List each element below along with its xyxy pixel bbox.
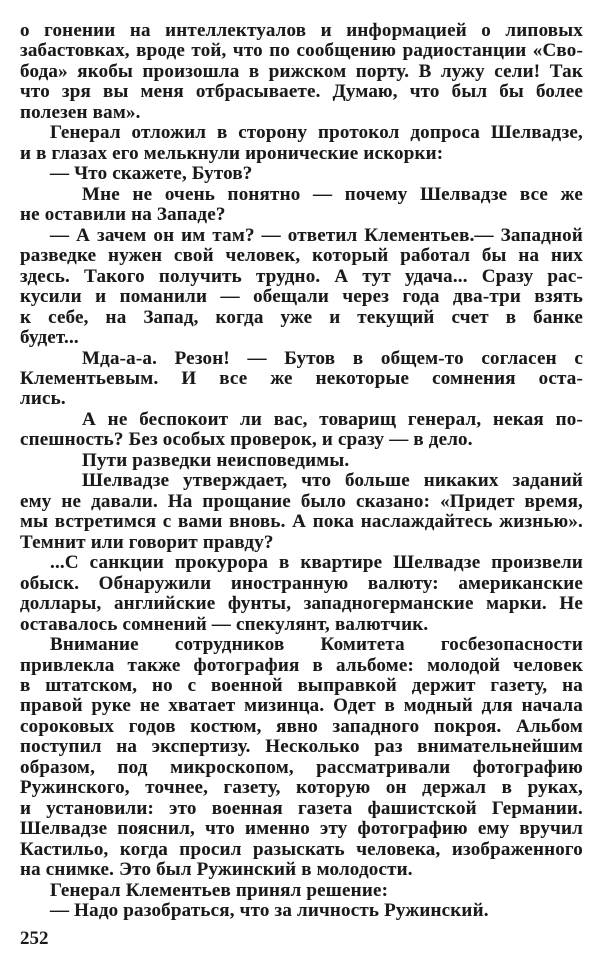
text-line: — Что скажете, Бутов? xyxy=(50,163,253,185)
text-line: поступил на экспертизу. Несколько раз внимательнейшим xyxy=(20,736,583,758)
text-line: к себе, на Запад, когда уже и текущий счет в банке xyxy=(20,306,583,328)
text-line: полезен вам». xyxy=(20,101,141,123)
text-line: кусили и поманили — обещали через года два-три взять xyxy=(20,286,583,308)
text-line: оставалось сомнений — спекулянт, валютчик. xyxy=(20,613,429,635)
text-line: здесь. Такого получить трудно. А тут удача... Сразу рас- xyxy=(20,265,583,287)
text-line: забастовках, вроде той, что по сообщению радиостанции «Сво- xyxy=(20,40,583,62)
text-line: бода» якобы произошла в рижском порту. В лужу сели! Так xyxy=(20,60,583,82)
text-line: А не беспокоит ли вас, товарищ генерал, некая по- xyxy=(82,408,583,430)
text-line: Клементьевым. И все же некоторые сомнения оста- xyxy=(20,367,583,389)
text-line: Генерал Клементьев принял решение: xyxy=(50,879,389,901)
text-line: лись. xyxy=(20,388,66,410)
text-line: правой руке не хватает мизинца. Одет в модный для начала xyxy=(20,695,583,717)
text-line: ему не давали. На прощание было сказано: «Придет время, xyxy=(20,490,583,512)
text-line: Шелвадзе пояснил, что именно эту фотографию ему вручил xyxy=(20,818,583,840)
text-line: — А зачем он им там? — ответил Клементьев.— Западной xyxy=(50,224,583,246)
text-line: спешность? Без особых проверок, и сразу — в дело. xyxy=(20,429,473,451)
text-line: в штатском, но с военной выправкой держит газету, на xyxy=(20,675,583,696)
text-line: Шелвадзе утверждает, что больше никаких заданий xyxy=(82,470,583,492)
text-line: Мне не очень понятно — почему Шелвадзе все же xyxy=(82,183,583,205)
page-number: 252 xyxy=(20,928,49,949)
text-line: будет... xyxy=(20,327,79,349)
text-line: привлекла также фотография в альбоме: молодой человек xyxy=(20,654,583,676)
text-line: сороковых годов костюм, явно западного покроя. Альбом xyxy=(20,715,583,737)
text-line: образом, под микроскопом, рассматривали фотографию xyxy=(20,756,583,778)
text-line: не оставили на Западе? xyxy=(20,204,226,226)
text-line: Ружинского, точнее, газету, которую он держал в руках, xyxy=(20,777,583,799)
page-body xyxy=(20,21,583,922)
text-line: и установили: это военная газета фашистской Германии. xyxy=(20,797,583,819)
text-line: на снимке. Это был Ружинский в молодости. xyxy=(20,859,413,881)
text-line: Мда-а-а. Резон! — Бутов в общем-то согласен с xyxy=(82,347,583,369)
text-line: Кастильо, когда просил разыскать человека, изображенного xyxy=(20,838,583,860)
text-line: ...С санкции прокурора в квартире Шелвадзе произвели xyxy=(50,552,583,574)
text-line: Генерал отложил в сторону протокол допроса Шелвадзе, xyxy=(50,122,583,144)
text-line: и в глазах его мелькнули иронические искорки: xyxy=(20,142,444,164)
text-line: о гонении на интеллектуалов и информацией о липовых xyxy=(20,20,583,41)
text-line: Внимание сотрудников Комитета госбезопасности xyxy=(50,634,583,656)
text-line: Пути разведки неисповедимы. xyxy=(82,449,350,471)
text-line: что зря вы меня отбрасываете. Думаю, что был бы более xyxy=(20,81,583,103)
text-line: мы встретимся с вами вновь. А пока наслаждайтесь жизнью». xyxy=(20,511,583,533)
text-line: разведке нужен свой человек, который работал бы на них xyxy=(20,245,583,267)
text-line: доллары, английские фунты, западногерманские марки. Не xyxy=(20,593,583,615)
text-line: обыск. Обнаружили иностранную валюту: американские xyxy=(20,572,583,594)
text-line: Темнит или говорит правду? xyxy=(20,531,274,553)
text-line: — Надо разобраться, что за личность Ружинский. xyxy=(50,900,489,922)
